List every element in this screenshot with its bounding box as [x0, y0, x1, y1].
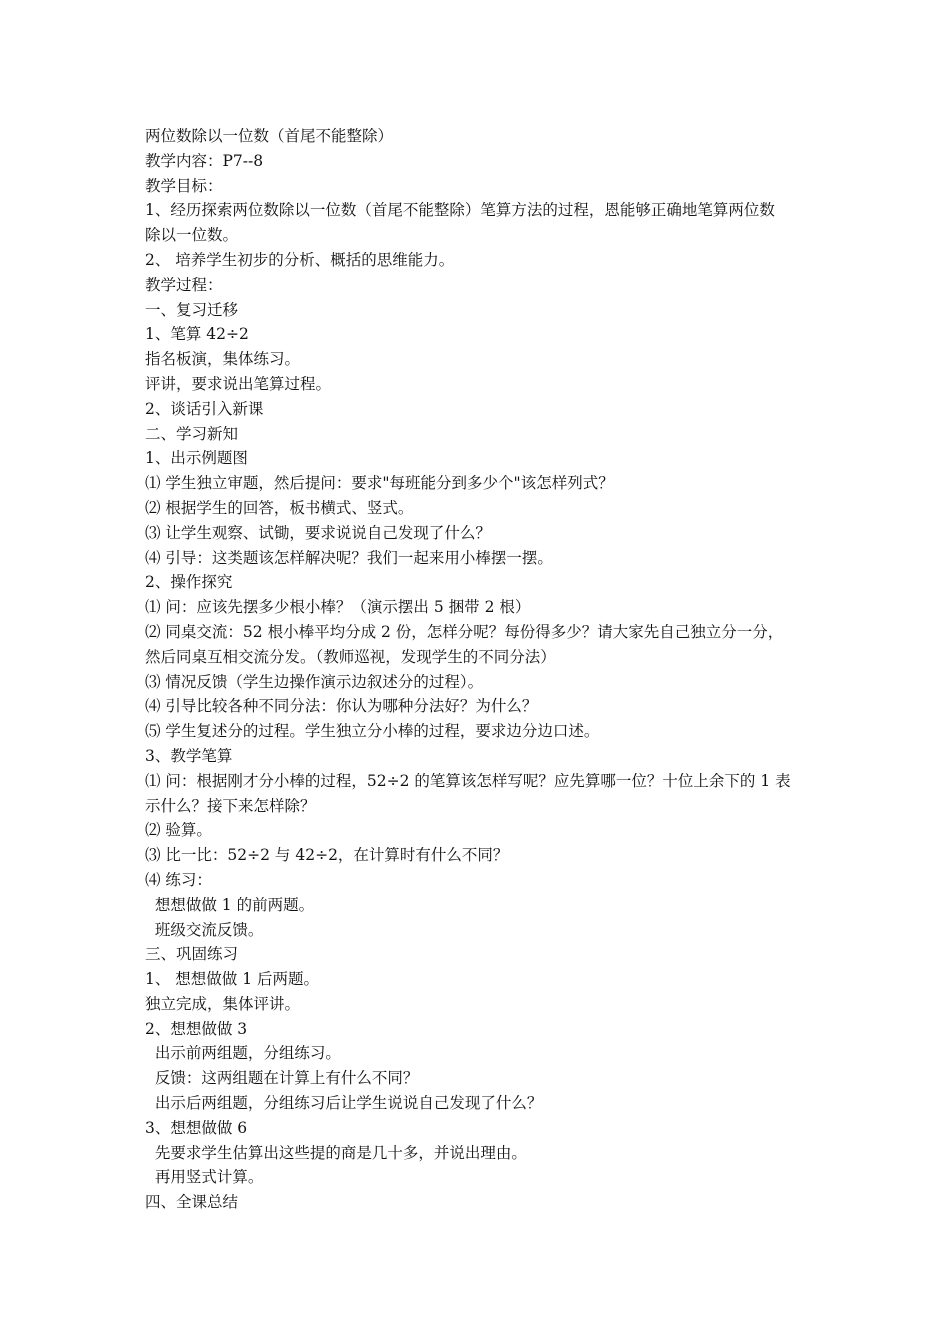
- text-line: 1、笔算 42÷2: [145, 325, 249, 344]
- text-line: ⑶ 比一比：52÷2 与 42÷2，在计算时有什么不同？: [145, 846, 509, 865]
- text-line: 2、 培养学生初步的分析、概括的思维能力。: [145, 250, 455, 269]
- text-line: 指名板演，集体练习。: [145, 350, 301, 369]
- section-heading: 三、巩固练习: [145, 945, 239, 964]
- text-line: ⑴ 问：根据刚才分小棒的过程，52÷2 的笔算该怎样写呢？应先算哪一位？十位上余下的 1 表: [145, 771, 791, 790]
- text-line: 示什么？接下来怎样除？: [145, 796, 316, 815]
- text-line: 班级交流反馈。: [145, 920, 264, 939]
- text-line: 再用竖式计算。: [145, 1168, 264, 1187]
- text-line: ⑵ 同桌交流：52 根小棒平均分成 2 份，怎样分呢？每份得多少？请大家先自己独立分一分，: [145, 622, 784, 641]
- text-line: ⑷ 引导：这类题该怎样解决呢？我们一起来用小棒摆一摆。: [145, 548, 553, 567]
- text-line: 反馈：这两组题在计算上有什么不同？: [145, 1069, 419, 1088]
- text-line: 独立完成，集体评讲。: [145, 994, 301, 1013]
- text-line: ⑴ 问：应该先摆多少根小棒？（演示摆出 5 捆带 2 根）: [145, 598, 531, 617]
- text-line: 先要求学生估算出这些提的商是几十多，并说出理由。: [145, 1143, 527, 1162]
- section-heading: 教学目标：: [145, 176, 223, 195]
- section-heading: 四、全课总结: [145, 1193, 239, 1212]
- text-line: ⑵ 根据学生的回答，板书横式、竖式。: [145, 498, 414, 517]
- text-line: ⑵ 验算。: [145, 821, 212, 840]
- text-line: ⑴ 学生独立审题，然后提问：要求"每班能分到多少个"该怎样列式？: [145, 474, 614, 493]
- text-line: 教学内容：P7--8: [145, 151, 264, 170]
- text-line: 3、教学笔算: [145, 746, 233, 765]
- text-line: 出示后两组题，分组练习后让学生说说自己发现了什么？: [145, 1094, 543, 1113]
- text-line: ⑶ 让学生观察、试锄，要求说说自己发现了什么？: [145, 523, 491, 542]
- section-heading: 二、学习新知: [145, 424, 239, 443]
- text-line: 除以一位数。: [145, 226, 239, 245]
- text-line: 2、想想做做 3: [145, 1019, 248, 1038]
- document-title: 两位数除以一位数（首尾不能整除）: [145, 127, 394, 145]
- text-line: 3、想想做做 6: [145, 1118, 248, 1137]
- text-line: 1、 想想做做 1 后两题。: [145, 970, 320, 989]
- text-line: ⑷ 练习：: [145, 870, 212, 889]
- text-line: 2、谈话引入新课: [145, 399, 264, 418]
- text-line: 1、经历探索两位数除以一位数（首尾不能整除）笔算方法的过程，恩能够正确地笔算两位数: [145, 201, 775, 220]
- text-line: 想想做做 1 的前两题。: [145, 895, 315, 914]
- section-heading: 教学过程：: [145, 275, 223, 294]
- text-line: ⑷ 引导比较各种不同分法：你认为哪种分法好？为什么？: [145, 697, 538, 716]
- text-line: 1、出示例题图: [145, 449, 248, 468]
- text-line: 评讲，要求说出笔算过程。: [145, 374, 332, 393]
- text-line: ⑸ 学生复述分的过程。学生独立分小棒的过程，要求边分边口述。: [145, 722, 600, 741]
- section-heading: 一、复习迁移: [145, 300, 239, 319]
- text-line: 2、操作探究: [145, 573, 233, 592]
- text-line: ⑶ 情况反馈（学生边操作演示边叙述分的过程）。: [145, 672, 484, 691]
- text-line: 出示前两组题，分组练习。: [145, 1044, 341, 1063]
- lesson-plan-text: [145, 124, 815, 1215]
- text-line: 然后同桌互相交流分发。（教师巡视，发现学生的不同分法）: [145, 647, 556, 666]
